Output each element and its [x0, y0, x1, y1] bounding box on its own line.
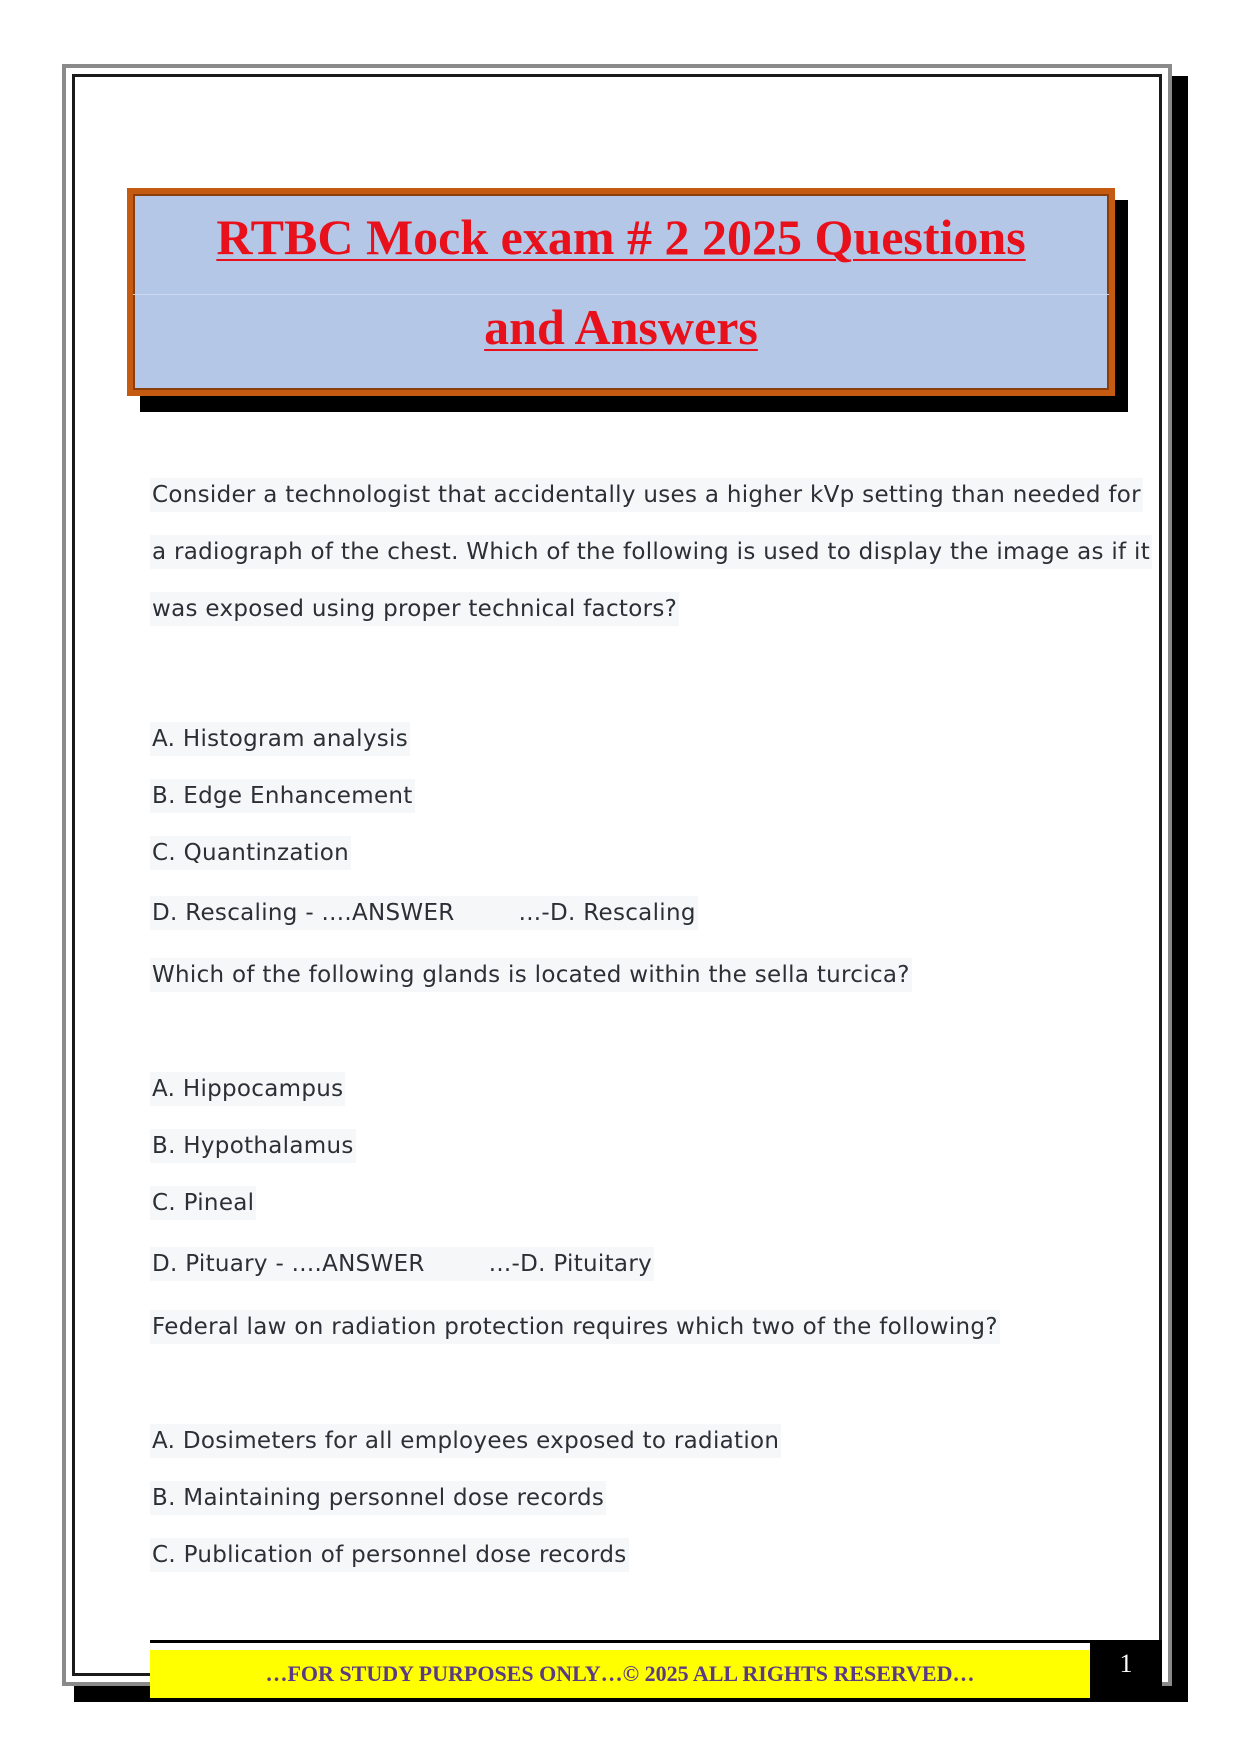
title-divider — [133, 294, 1109, 295]
document-title-line-2: and Answers — [484, 299, 758, 355]
question-1-option-a: A. Histogram analysis — [150, 722, 410, 756]
footer-text: …FOR STUDY PURPOSES ONLY…© 2025 ALL RIGHTS RESERVED… — [265, 1661, 975, 1686]
question-1-answer: ...-D. Rescaling — [518, 900, 696, 926]
question-1-stem-line-3: was exposed using proper technical factors? — [150, 592, 679, 626]
question-2-answer: ...-D. Pituitary — [488, 1251, 652, 1277]
question-2-option-b: B. Hypothalamus — [150, 1129, 356, 1163]
question-2-answer-line — [150, 1247, 654, 1281]
footer-rule — [150, 1640, 1090, 1643]
question-1-option-b: B. Edge Enhancement — [150, 779, 415, 813]
document-title-line-1: RTBC Mock exam # 2 2025 Questions — [216, 209, 1026, 265]
question-1-stem-line-2: a radiograph of the chest. Which of the following is used to display the image as if it — [150, 535, 1152, 569]
question-1-stem-line-1: Consider a technologist that accidentally uses a higher kVp setting than needed for — [150, 478, 1143, 512]
question-2-option-c: C. Pineal — [150, 1186, 256, 1220]
question-2-option-a: A. Hippocampus — [150, 1072, 345, 1106]
page-number: 1 — [1119, 1649, 1133, 1678]
question-3-stem: Federal law on radiation protection requires which two of the following? — [150, 1310, 1000, 1344]
question-3-option-a: A. Dosimeters for all employees exposed to radiation — [150, 1424, 781, 1458]
question-1-answer-line — [150, 896, 698, 930]
question-2-option-d: D. Pituary - ....ANSWER — [152, 1251, 425, 1277]
title-box — [127, 188, 1115, 396]
question-1-option-d: D. Rescaling - ....ANSWER — [152, 900, 455, 926]
footer-bar — [150, 1650, 1090, 1698]
question-3-option-c: C. Publication of personnel dose records — [150, 1538, 629, 1572]
page-number-box — [1090, 1640, 1162, 1688]
question-1-option-c: C. Quantinzation — [150, 836, 351, 870]
question-2-stem: Which of the following glands is located within the sella turcica? — [150, 958, 912, 992]
question-3-option-b: B. Maintaining personnel dose records — [150, 1481, 606, 1515]
